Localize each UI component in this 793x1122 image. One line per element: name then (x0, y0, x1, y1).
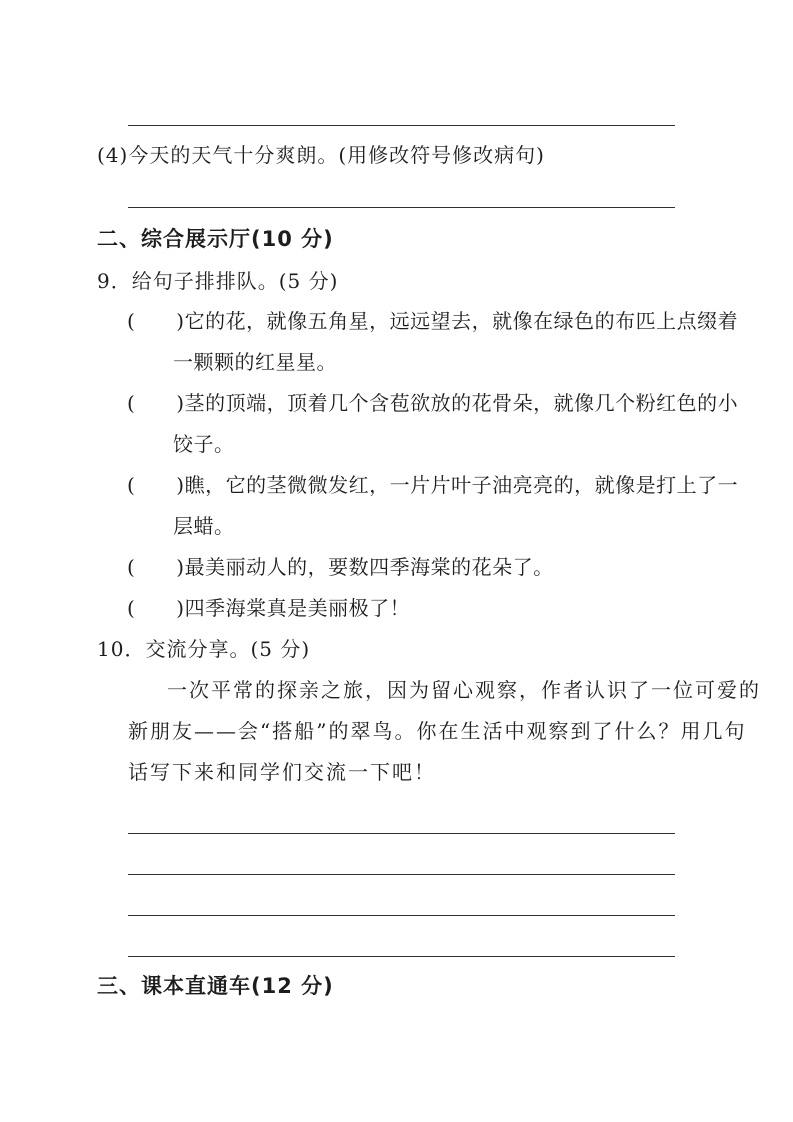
answer-blank-line (128, 833, 675, 834)
sort-sentence-item (127, 383, 739, 465)
paragraph-line: 一次平常的探亲之旅，因为留心观察，作者认识了一位可爱的 (167, 678, 761, 702)
sentence-text: 层蜡。 (173, 514, 235, 538)
sentence-text: 一颗颗的红星星。 (173, 350, 337, 374)
sentence-text: 饺子。 (173, 432, 235, 456)
answer-blank-line (128, 874, 675, 875)
bracket-blank: ( ) (127, 596, 185, 620)
answer-blank-line (128, 125, 675, 126)
sort-sentence-item (127, 465, 739, 547)
section-2-heading: 二、综合展示厅(10 分) (97, 227, 334, 251)
paragraph-line: 话写下来和同学们交流一下吧！ (128, 760, 436, 784)
sort-sentence-item (127, 547, 697, 588)
bracket-blank: ( ) (127, 391, 185, 415)
sentence-text: 茎的顶端，顶着几个含苞欲放的花骨朵，就像几个粉红色的小 (184, 391, 739, 415)
bracket-blank: ( ) (127, 555, 185, 579)
question-10-paragraph (128, 670, 761, 793)
question-9-label: 9．给句子排排队。(5 分) (97, 269, 339, 293)
question-10-label: 10．交流分享。(5 分) (97, 637, 311, 661)
sentence-text: 最美丽动人的，要数四季海棠的花朵了。 (184, 555, 554, 579)
section-3-heading: 三、课本直通车(12 分) (97, 974, 334, 998)
sentence-text: 四季海棠真是美丽极了！ (184, 596, 411, 620)
bracket-blank: ( ) (127, 309, 185, 333)
paragraph-line: 新朋友——会“搭船”的翠鸟。你在生活中观察到了什么？用几句 (128, 719, 747, 743)
sort-sentence-item (127, 588, 697, 629)
answer-blank-line (128, 207, 675, 208)
sentence-text: 瞧，它的茎微微发红，一片片叶子油亮亮的，就像是打上了一 (184, 473, 739, 497)
bracket-blank: ( ) (127, 473, 185, 497)
answer-blank-line (128, 915, 675, 916)
sort-sentence-item (127, 301, 739, 383)
sentence-text: 它的花，就像五角星，远远望去，就像在绿色的布匹上点缀着 (184, 309, 739, 333)
question-8-item-4: (4)今天的天气十分爽朗。(用修改符号修改病句) (97, 143, 545, 167)
answer-blank-line (128, 956, 675, 957)
